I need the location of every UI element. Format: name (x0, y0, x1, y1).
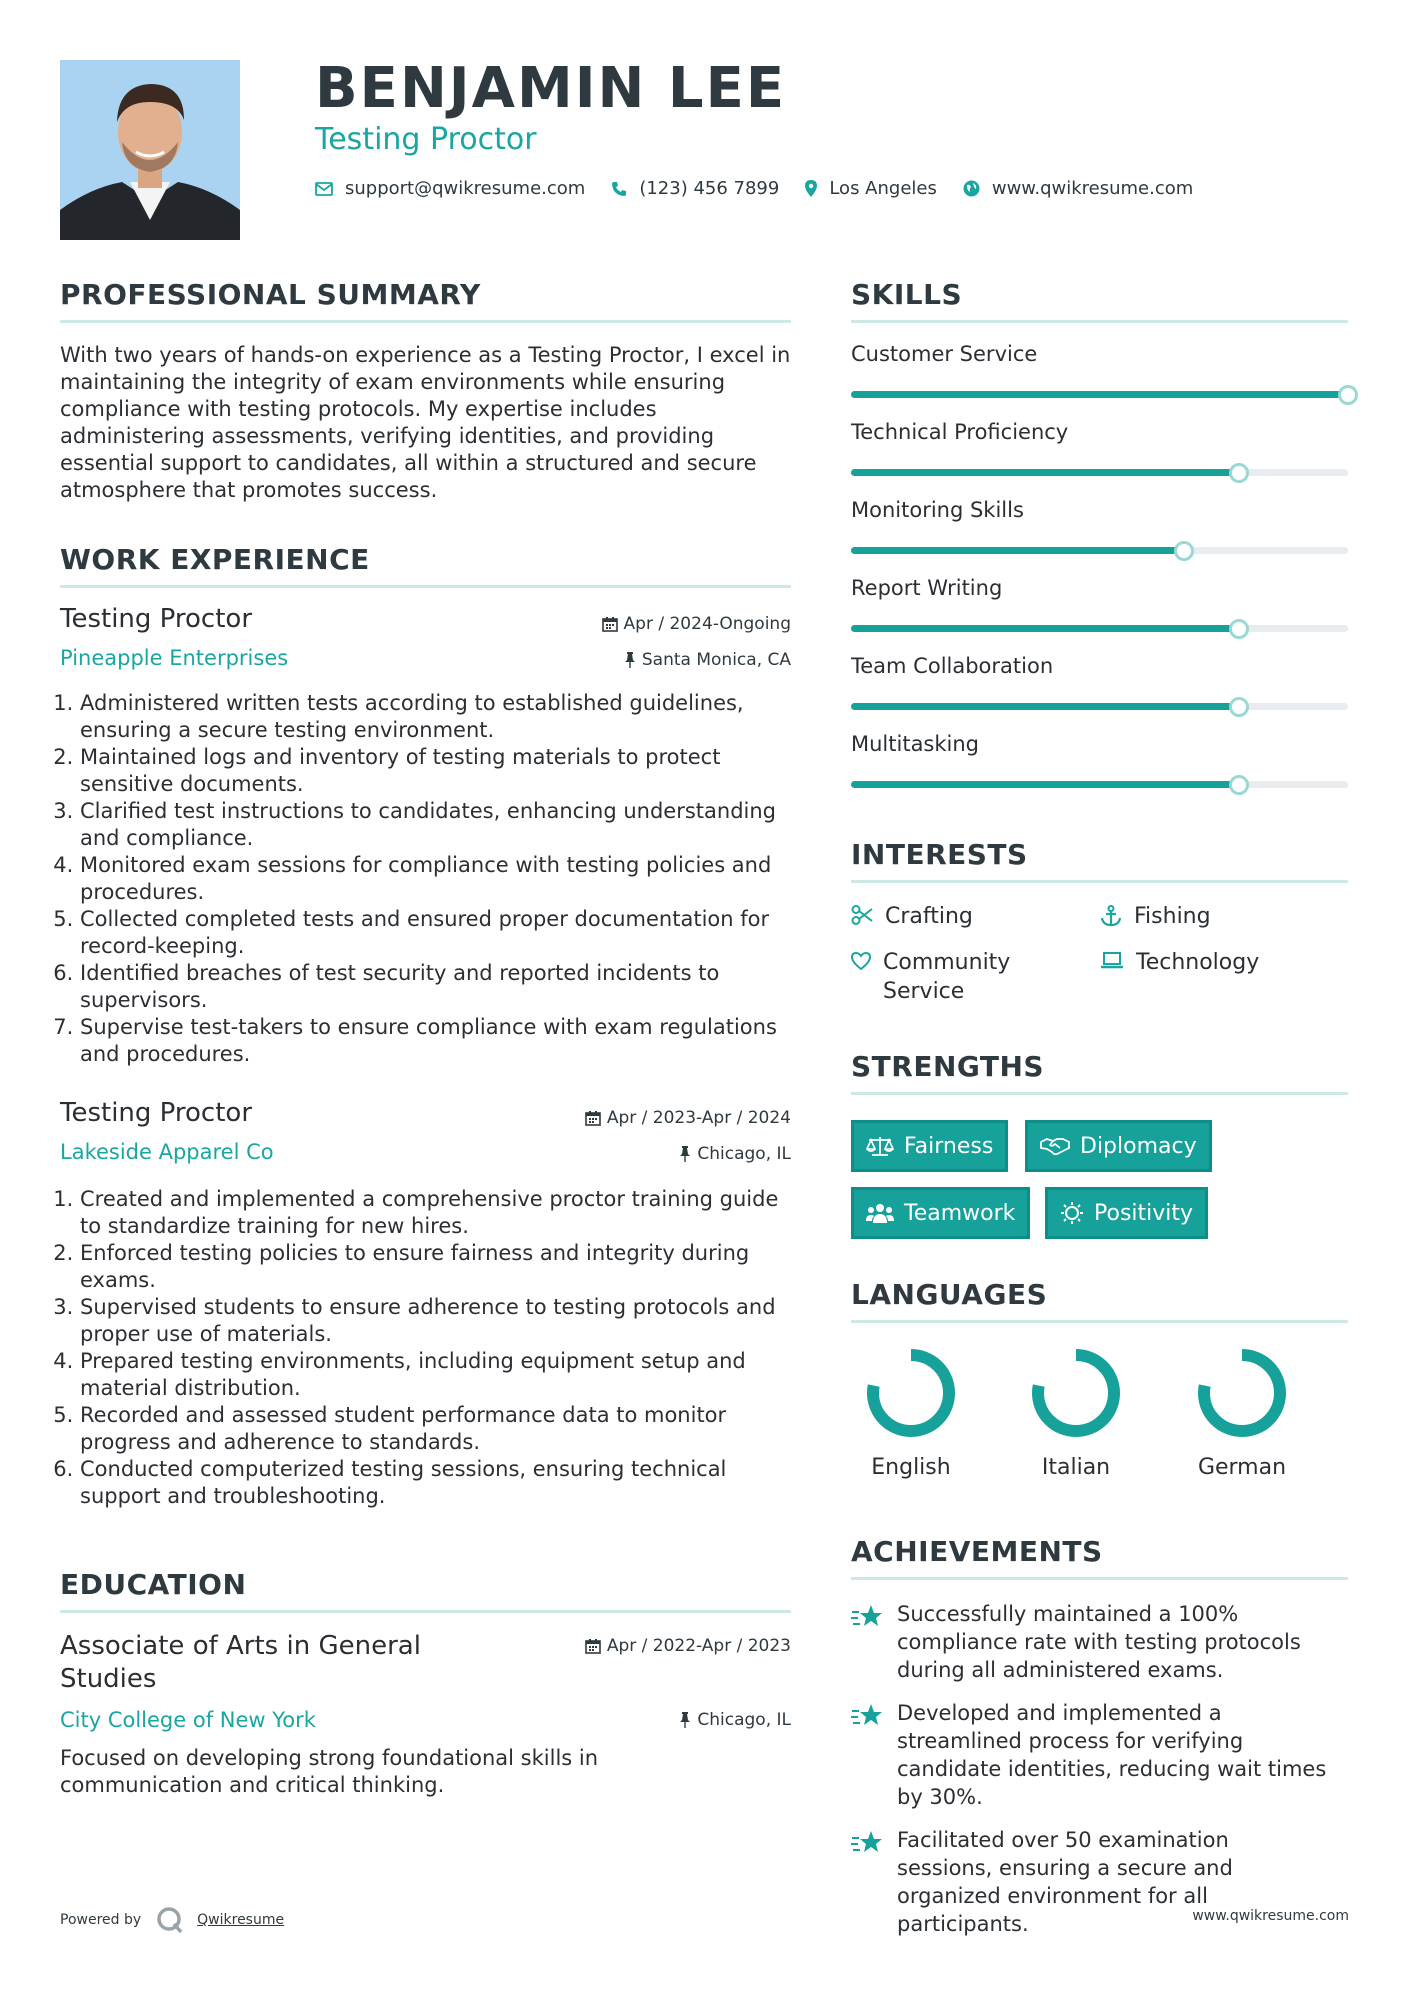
star-icon (851, 1604, 883, 1630)
job-location (624, 650, 791, 670)
skill-bar-knob (1174, 541, 1194, 561)
duty-item: 6. Conducted computerized testing sessions, ensuring technical support and troubleshooting. (80, 1456, 791, 1510)
balance-scale-icon (866, 1135, 894, 1157)
duty-item: 3. Clarified test instructions to candidates, enhancing understanding and compliance. (80, 798, 791, 852)
duty-item: 2. Maintained logs and inventory of testing materials to protect sensitive documents. (80, 744, 791, 798)
skill-bar-fill (851, 391, 1348, 398)
duty-item: 7. Supervise test-takers to ensure compliance with exam regulations and procedures. (80, 1014, 791, 1068)
skill-bar-knob (1338, 385, 1358, 405)
laptop-icon (1100, 951, 1124, 969)
duty-item: 2. Enforced testing policies to ensure fairness and integrity during exams. (80, 1240, 791, 1294)
language-label: Italian (1041, 1455, 1111, 1480)
language-label: German (1197, 1455, 1287, 1480)
duty-item: 1. Created and implemented a comprehensive proctor training guide to standardize training for new hires. (80, 1186, 791, 1240)
job-entry (60, 1098, 791, 1510)
achievement-text: Successfully maintained a 100% compliance rate with testing protocols during all administered exams. (897, 1602, 1301, 1682)
job-location-text: Chicago, IL (697, 1144, 791, 1164)
summary-text: With two years of hands-on experience as a Testing Proctor, I excel in maintaining the integrity of exam environments while ensuring compliance with testing protocols. My expertise includes administering assessments, verifying identities, and providing essential support to candidates, all within a structured and secure atmosphere that promotes success. (60, 343, 791, 502)
skill-bar-fill (851, 703, 1239, 710)
skill-label: Customer Service (851, 342, 1038, 366)
achievement-text: Developed and implemented a streamlined process for verifying candidate identities, reducing wait times by 30%. (897, 1701, 1327, 1809)
job-company: Lakeside Apparel Co (60, 1140, 274, 1164)
strengths-rule (851, 1092, 1348, 1095)
contact-row (315, 178, 1219, 199)
job-location (679, 1144, 791, 1164)
star-icon (851, 1830, 883, 1856)
strength-label: Teamwork (904, 1200, 1016, 1226)
job-entry (60, 604, 791, 1068)
skill-bar-fill (851, 547, 1184, 554)
languages-heading: LANGUAGES (851, 1278, 1048, 1311)
footer-site[interactable]: www.qwikresume.com (1192, 1908, 1349, 1924)
education-heading: EDUCATION (60, 1568, 247, 1601)
pushpin-icon (624, 652, 636, 668)
interest-item (1100, 902, 1330, 931)
job-title: Testing Proctor (60, 604, 253, 634)
skill-label: Team Collaboration (851, 654, 1054, 678)
skill-row (851, 576, 1348, 654)
map-marker-icon (805, 180, 817, 197)
skill-bar-knob (1229, 697, 1249, 717)
qwikresume-logo-icon (155, 1905, 185, 1935)
skill-bar-fill (851, 469, 1239, 476)
duty-item: 3. Supervised students to ensure adherence to testing protocols and proper use of materials. (80, 1294, 791, 1348)
duty-item: 1. Administered written tests according to established guidelines, ensuring a secure testing environment. (80, 690, 791, 744)
sun-icon (1060, 1201, 1084, 1225)
experience-rule (60, 585, 791, 588)
duty-item: 5. Collected completed tests and ensured proper documentation for record-keeping. (80, 906, 791, 960)
language-item (1011, 1345, 1141, 1480)
skill-bar-track (851, 469, 1348, 476)
candidate-title: Testing Proctor (315, 122, 537, 157)
job-duties-list (60, 690, 791, 1068)
globe-icon (963, 180, 980, 197)
star-icon (851, 1703, 883, 1729)
skill-bar-track (851, 703, 1348, 710)
school-name: City College of New York (60, 1708, 316, 1732)
interest-label: Fishing (1134, 904, 1211, 929)
summary-heading: PROFESSIONAL SUMMARY (60, 278, 481, 311)
skill-row (851, 732, 1348, 810)
job-duties-list (60, 1186, 791, 1510)
strength-badge (851, 1187, 1030, 1239)
skill-bar-track (851, 391, 1348, 398)
contact-location: Los Angeles (829, 178, 937, 199)
achievements-heading: ACHIEVEMENTS (851, 1535, 1103, 1568)
qwikresume-link[interactable]: Qwikresume (197, 1912, 285, 1928)
calendar-icon (585, 1638, 601, 1654)
skill-row (851, 654, 1348, 732)
skill-label: Monitoring Skills (851, 498, 1024, 522)
achievement-item (851, 1699, 1348, 1811)
duty-item: 4. Monitored exam sessions for compliance with testing policies and procedures. (80, 852, 791, 906)
education-rule (60, 1610, 791, 1613)
achievement-item (851, 1600, 1348, 1684)
skill-bar-track (851, 625, 1348, 632)
job-company: Pineapple Enterprises (60, 646, 289, 670)
job-date-text: Apr / 2023-Apr / 2024 (606, 1108, 791, 1128)
skill-bar-knob (1229, 619, 1249, 639)
scissors-icon (851, 905, 873, 925)
education-date (480, 1636, 791, 1656)
footer-powered-by (60, 1905, 284, 1935)
pushpin-icon (679, 1712, 691, 1728)
strength-badge (1025, 1120, 1212, 1172)
strengths-heading: STRENGTHS (851, 1050, 1045, 1083)
envelope-icon (315, 182, 333, 196)
skill-label: Multitasking (851, 732, 980, 756)
contact-website[interactable]: www.qwikresume.com (991, 178, 1194, 199)
interest-label: Crafting (885, 904, 973, 929)
handshake-icon (1040, 1136, 1070, 1156)
phone-icon (611, 181, 627, 197)
education-date-text: Apr / 2022-Apr / 2023 (606, 1636, 791, 1656)
languages-rule (851, 1320, 1348, 1323)
anchor-icon (1100, 905, 1122, 927)
skill-row (851, 498, 1348, 576)
candidate-name: BENJAMIN LEE (315, 56, 787, 121)
users-icon (866, 1202, 894, 1224)
job-date (602, 614, 791, 634)
skill-label: Technical Proficiency (851, 420, 1069, 444)
achievement-text: Facilitated over 50 examination sessions, ensuring a secure and organized environment for all participants. (897, 1828, 1233, 1936)
job-title: Testing Proctor (60, 1098, 253, 1128)
calendar-icon (602, 616, 618, 632)
degree-title: Associate of Arts in General Studies (60, 1631, 421, 1694)
skill-bar-track (851, 547, 1348, 554)
skill-bar-knob (1229, 775, 1249, 795)
language-item (1177, 1345, 1307, 1480)
profile-photo-illustration (60, 60, 240, 240)
job-date-text: Apr / 2024-Ongoing (623, 614, 791, 634)
education-location-text: Chicago, IL (697, 1710, 791, 1730)
duty-item: 5. Recorded and assessed student performance data to monitor progress and adherence to standards. (80, 1402, 791, 1456)
education-location (480, 1710, 791, 1730)
skills-heading: SKILLS (851, 278, 963, 311)
duty-item: 6. Identified breaches of test security and reported incidents to supervisors. (80, 960, 791, 1014)
strength-label: Positivity (1094, 1200, 1194, 1226)
job-date (585, 1108, 791, 1128)
job-location-text: Santa Monica, CA (641, 650, 791, 670)
interest-label: Community Service (883, 950, 1011, 1004)
skills-rule (851, 320, 1348, 323)
achievements-rule (851, 1577, 1348, 1580)
skill-bar-fill (851, 781, 1239, 788)
skill-row (851, 420, 1348, 498)
strength-label: Fairness (904, 1133, 994, 1159)
strength-label: Diplomacy (1080, 1133, 1197, 1159)
skill-row (851, 342, 1348, 420)
language-ring (1011, 1345, 1141, 1445)
heart-icon (851, 951, 871, 971)
contact-phone[interactable]: (123) 456 7899 (639, 178, 780, 199)
powered-by-text: Powered by (60, 1912, 142, 1928)
contact-email[interactable]: support@qwikresume.com (345, 178, 586, 199)
language-label: English (871, 1455, 951, 1480)
skill-bar-fill (851, 625, 1239, 632)
profile-photo (60, 60, 240, 240)
interest-item (851, 902, 1081, 931)
language-ring (1177, 1345, 1307, 1445)
language-ring (846, 1345, 976, 1445)
skill-bar-knob (1229, 463, 1249, 483)
education-description: Focused on developing strong foundational skills in communication and critical thinking. (60, 1746, 599, 1797)
interest-label: Technology (1136, 950, 1260, 975)
strength-badge (851, 1120, 1008, 1172)
calendar-icon (585, 1110, 601, 1126)
skills-list (851, 342, 1348, 810)
duty-item: 4. Prepared testing environments, including equipment setup and material distribution. (80, 1348, 791, 1402)
skill-label: Report Writing (851, 576, 1003, 600)
language-item (846, 1345, 976, 1480)
skill-bar-track (851, 781, 1348, 788)
interests-rule (851, 880, 1348, 883)
interest-item (851, 948, 1081, 1006)
strength-badge (1045, 1187, 1208, 1239)
experience-heading: WORK EXPERIENCE (60, 543, 370, 576)
pushpin-icon (679, 1146, 691, 1162)
summary-rule (60, 320, 791, 323)
interests-heading: INTERESTS (851, 838, 1028, 871)
interest-item (1100, 948, 1330, 977)
